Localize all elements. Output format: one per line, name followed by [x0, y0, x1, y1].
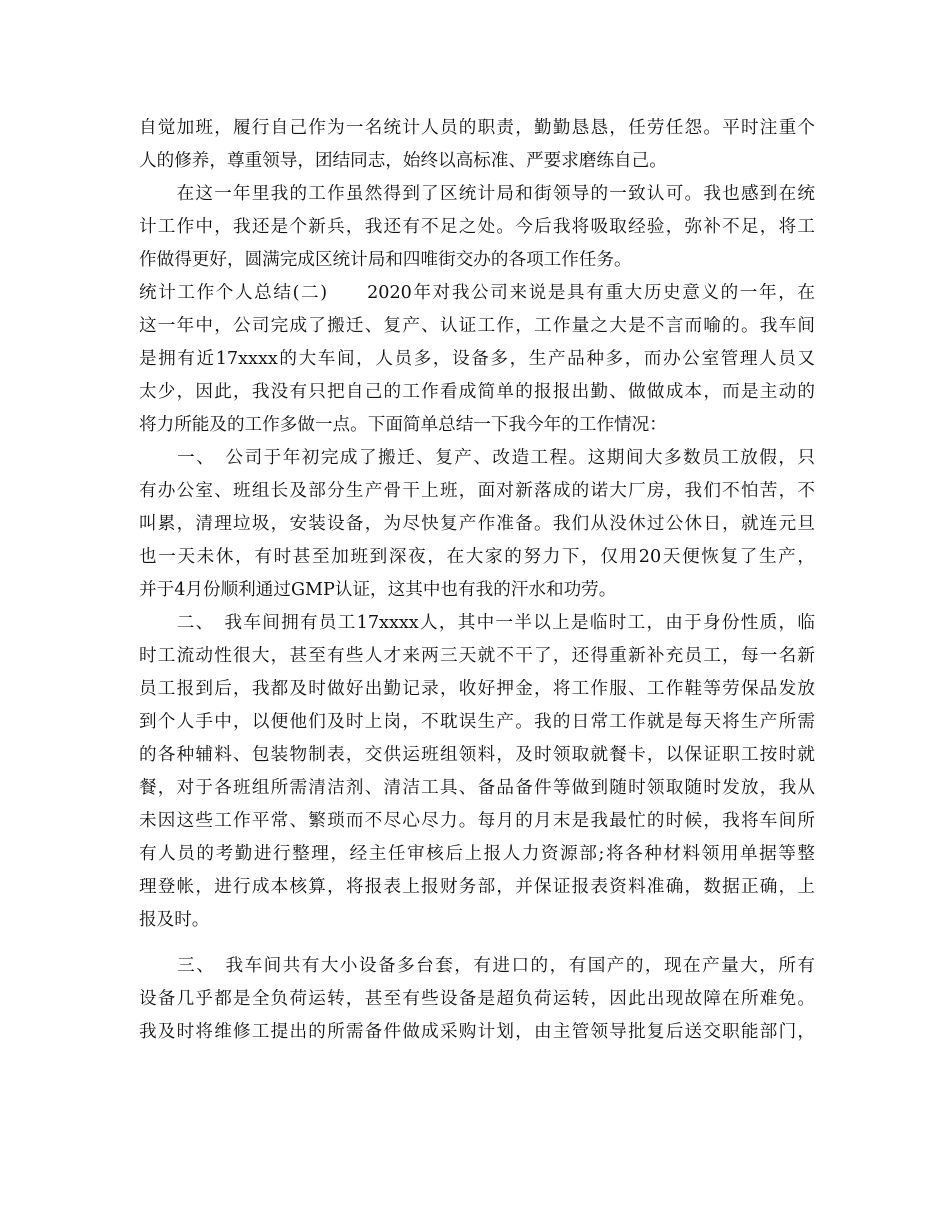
text-line: 二、 我车间拥有员工17xxxx人，其中一半以上是临时工，由于身份性质，临 — [139, 613, 815, 633]
text-line: 三、 我车间共有大小设备多台套，有进口的，有国产的，现在产量大，所有 — [139, 956, 815, 976]
text-line: 时工流动性很大，甚至有些人才来两三天就不干了，还得重新补充员工，每一名新 — [139, 646, 815, 666]
text-line: 报及时。 — [139, 910, 210, 930]
text-line: 我及时将维修工提出的所需备件做成采购计划，由主管领导批复后送交职能部门， — [139, 1022, 815, 1042]
text-line: 的各种辅料、包装物制表，交供运班组领料，及时领取就餐卡，以保证职工按时就 — [139, 745, 815, 765]
text-line: 将力所能及的工作多做一点。下面简单总结一下我今年的工作情况： — [139, 415, 667, 435]
text-line: 这一年中，公司完成了搬迁、复产、认证工作，工作量之大是不言而喻的。我车间 — [139, 316, 815, 336]
text-line: 餐，对于各班组所需清洁剂、清洁工具、备品备件等做到随时领取随时发放，我从 — [139, 778, 815, 798]
document-body — [139, 112, 815, 1049]
text-line: 计工作中，我还是个新兵，我还有不足之处。今后我将吸取经验，弥补不足，将工 — [139, 217, 815, 237]
text-line: 人的修养，尊重领导，团结同志，始终以高标准、严要求磨练自己。 — [139, 151, 667, 171]
text-line: 也一天未休，有时甚至加班到深夜，在大家的努力下，仅用20天便恢复了生产， — [139, 547, 815, 567]
text-line: 未因这些工作平常、繁琐而不尽心尽力。每月的月末是我最忙的时候，我将车间所 — [139, 811, 815, 831]
text-line: 是拥有近17xxxx的大车间，人员多，设备多，生产品种多，而办公室管理人员又 — [139, 349, 815, 369]
text-line: 员工报到后，我都及时做好出勤记录，收好押金，将工作服、工作鞋等劳保品发放 — [139, 679, 815, 699]
text-line: 有办公室、班组长及部分生产骨干上班，面对新落成的诺大厂房，我们不怕苦，不 — [139, 481, 815, 501]
text-line: 设备几乎都是全负荷运转，甚至有些设备是超负荷运转，因此出现故障在所难免。 — [139, 989, 815, 1009]
text-line: 在这一年里我的工作虽然得到了区统计局和街领导的一致认可。我也感到在统 — [139, 184, 815, 204]
text-line: 太少，因此，我没有只把自己的工作看成简单的报报出勤、做做成本，而是主动的 — [139, 382, 815, 402]
section-heading-line: 统计工作个人总结(二) 2020年对我公司来说是具有重大历史意义的一年，在 — [139, 283, 815, 303]
text-line: 一、 公司于年初完成了搬迁、复产、改造工程。这期间大多数员工放假，只 — [139, 448, 815, 468]
text-line: 自觉加班，履行自己作为一名统计人员的职责，勤勤恳恳，任劳任怨。平时注重个 — [139, 118, 815, 138]
text-line: 到个人手中，以便他们及时上岗，不耽误生产。我的日常工作就是每天将生产所需 — [139, 712, 815, 732]
text-line: 作做得更好，圆满完成区统计局和四唯街交办的各项工作任务。 — [139, 250, 632, 270]
text-line: 有人员的考勤进行整理，经主任审核后上报人力资源部;将各种材料领用单据等整 — [139, 844, 815, 864]
text-line: 理登帐，进行成本核算，将报表上报财务部，并保证报表资料准确，数据正确，上 — [139, 877, 815, 897]
text-line: 叫累，清理垃圾，安装设备，为尽快复产作准备。我们从没休过公休日，就连元旦 — [139, 514, 815, 534]
text-line: 并于4月份顺利通过GMP认证，这其中也有我的汗水和功劳。 — [139, 580, 617, 600]
paragraph-gap — [139, 937, 815, 950]
